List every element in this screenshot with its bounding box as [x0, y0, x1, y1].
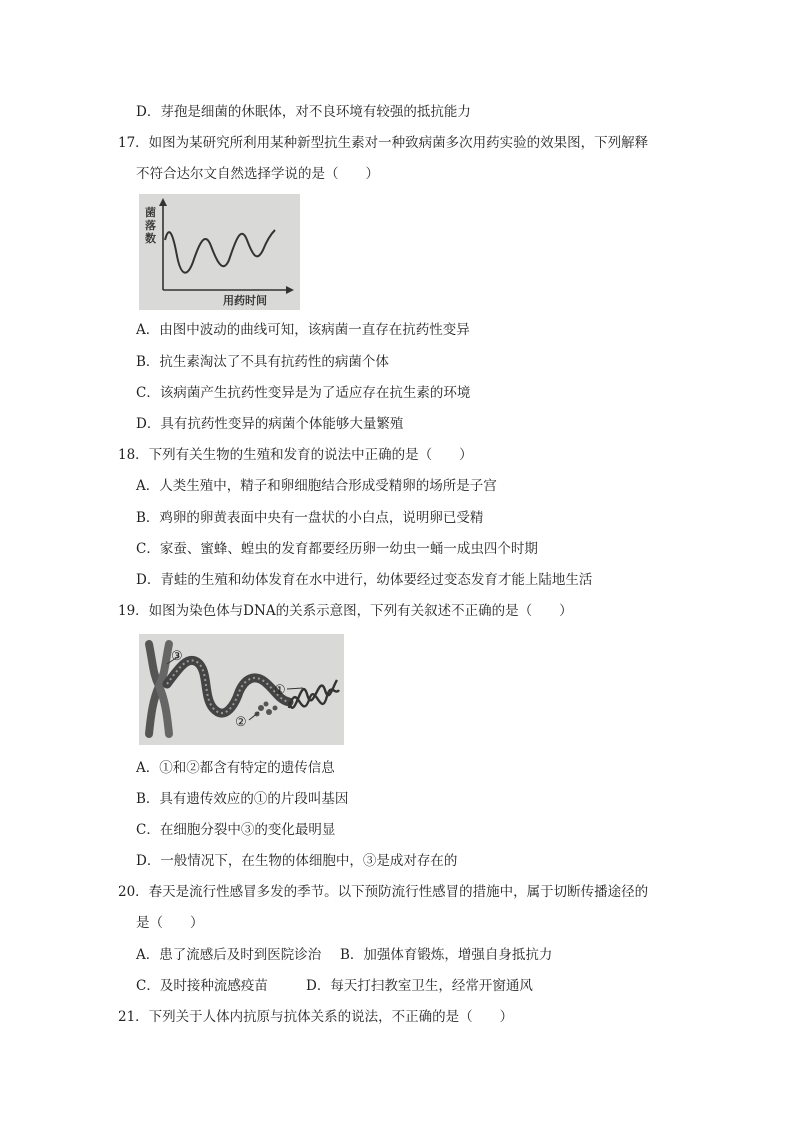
q20-stem-line2: 是（ ） [136, 915, 204, 931]
graph-xlabel: 用药时间 [223, 294, 267, 307]
q19-option-b: B．具有遗传效应的①的片段叫基因 [136, 791, 349, 807]
graph-ylabel-1: 菌 [145, 206, 156, 219]
q19-figure-chromosome [139, 634, 344, 745]
graph-ylabel-3: 数 [145, 232, 156, 245]
q17-option-a: A．由图中波动的曲线可知，该病菌一直存在抗药性变异 [136, 322, 470, 338]
graph-y-arrow-icon [159, 198, 167, 206]
q19-option-c: C．在细胞分裂中③的变化最明显 [136, 822, 336, 838]
q19-option-d: D．一般情况下，在生物的体细胞中，③是成对存在的 [136, 853, 458, 869]
q18-option-a: A．人类生殖中，精子和卵细胞结合形成受精卵的场所是子宫 [136, 478, 497, 494]
q18-option-c: C．家蚕、蜜蜂、蝗虫的发育都要经历卵一幼虫一蛹一成虫四个时期 [136, 541, 538, 557]
q17-stem-line1: 17．如图为某研究所利用某种新型抗生素对一种致病菌多次用药实验的效果图，下列解释 [118, 135, 649, 151]
q20-stem-line1: 20．春天是流行性感冒多发的季节。以下预防流行性感冒的措施中，属于切断传播途径的 [118, 884, 649, 900]
graph-curve [165, 230, 275, 273]
q20-option-b: B．加强体育锻炼，增强自身抵抗力 [340, 947, 553, 963]
q20-option-c: C．及时接种流感疫苗 [136, 978, 268, 994]
graph-ylabel-2: 落 [145, 219, 156, 232]
q17-option-c: C．该病菌产生抗药性变异是为了适应存在抗生素的环境 [136, 385, 471, 401]
q20-option-d: D．每天打扫教室卫生，经常开窗通风 [306, 978, 533, 994]
chromosome-shape [149, 644, 169, 734]
q20-option-a: A．患了流感后及时到医院诊治 [136, 947, 322, 963]
q18-stem: 18．下列有关生物的生殖和发育的说法中正确的是（ ） [118, 447, 473, 463]
q17-option-b: B．抗生素淘汰了不具有抗药性的病菌个体 [136, 354, 389, 370]
q19-option-a: A．①和②都含有特定的遗传信息 [136, 760, 335, 776]
q17-figure-graph [139, 194, 300, 310]
q18-option-b: B．鸡卵的卵黄表面中央有一盘状的小白点，说明卵已受精 [136, 510, 484, 526]
q18-option-d: D．青蛙的生殖和幼体发育在水中进行，幼体要经过变态发育才能上陆地生活 [136, 572, 593, 588]
graph-x-arrow-icon [286, 286, 294, 294]
q19-stem: 19．如图为染色体与DNA的关系示意图，下列有关叙述不正确的是（ ） [118, 603, 573, 619]
label-3: ③ [171, 649, 183, 664]
q21-stem: 21．下列关于人体内抗原与抗体关系的说法，不正确的是（ ） [118, 1009, 514, 1025]
q16-option-d: D．芽孢是细菌的休眠体，对不良环境有较强的抵抗能力 [136, 104, 471, 120]
q17-stem-line2: 不符合达尔文自然选择学说的是（ ） [136, 166, 379, 182]
label-1: ① [274, 683, 286, 698]
protein-dots [255, 702, 278, 717]
q17-option-d: D．具有抗药性变异的病菌个体能够大量繁殖 [136, 416, 404, 432]
label-1-pointer [287, 688, 303, 689]
label-2: ② [235, 715, 247, 730]
